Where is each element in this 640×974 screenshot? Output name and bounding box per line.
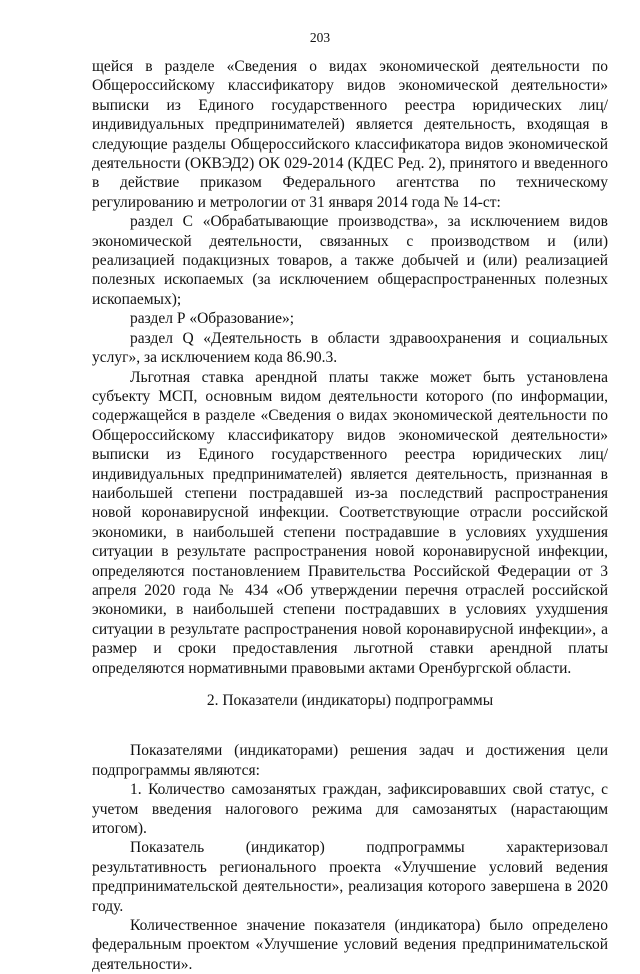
paragraph-section-c: раздел С «Обрабатывающие производства», за исключением видов экономической деятельности, связанных с производством и (или) реализацией подакцизных товаров, а также добычей и (или) реализацией полезных ископаемых (за исключением общераспространенных полезных ископаемых); — [92, 213, 608, 308]
paragraph-section-p: раздел Р «Образование»; — [130, 310, 295, 328]
paragraph-okved-continuation: щейся в разделе «Сведения о видах экономической деятельности по Общероссийскому классификатору видов экономической деятельности» выписки из Единого государственного реестра юридических лиц/индивидуальных предпринимателей) является деятельность, входящая в следующие разделы Общероссийского классификатора видов экономической деятельности (ОКВЭД2) ОК 029-2014 (КДЕС Ред. 2), принятого и введенного в действие приказом Федерального агентства по техническому регулированию и метрологии от 31 января 2014 года № 14-ст: — [92, 58, 608, 211]
paragraph-indicator-1: 1. Количество самозанятых граждан, зафиксировавших свой статус, с учетом введения налогового режима для самозанятых (нарастающим итогом). — [92, 781, 608, 838]
paragraph-indicator-characterization: Показатель (индикатор) подпрограммы характеризовал результативность регионального проекта «Улучшение условий ведения предпринимательской деятельности», реализация которого завершена в 2020 году. — [92, 839, 608, 915]
paragraph-section-q: раздел Q «Деятельность в области здравоохранения и социальных услуг», за исключением кода 86.90.3. — [92, 329, 608, 367]
paragraph-indicator-value: Количественное значение показателя (индикатора) было определено федеральным проектом «Улучшение условий ведения предпринимательской деятельности». — [92, 917, 608, 973]
section-heading: 2. Показатели (индикаторы) подпрограммы — [206, 692, 494, 709]
paragraph-indicators-intro: Показателями (индикаторами) решения задач и достижения цели подпрограммы являются: — [92, 742, 608, 779]
paragraph-preferential-rate: Льготная ставка арендной платы также может быть установлена субъекту МСП, основным видом деятельности которого (по информации, содержащейся в разделе «Сведения о видах экономической деятельности по Общероссийскому классификатору видов экономической деятельности» выписки из Единого государственного реестра юридических лиц/индивидуальных предпринимателей) является деятельность, признанная в наибольшей степени пострадавшей из-за последствий распространения новой коронавирусной инфекции. Соответствующие отрасли российской экономики, в наибольшей степени пострадавшие в условиях ухудшения ситуации в результате распространения новой коронавирусной инфекции, определяются постановлением Правительства Российской Федерации от 3 апреля 2020 года № 434 «Об утверждении перечня отраслей российской экономики, в наибольшей степени пострадавших в условиях ухудшения ситуации в результате распространения новой коронавирусной инфекции», а размер и сроки предоставления льготной ставки арендной платы определяются нормативными правовыми актами Оренбургской области. — [92, 368, 608, 677]
document-body — [92, 57, 608, 974]
page-number: 203 — [309, 30, 331, 45]
